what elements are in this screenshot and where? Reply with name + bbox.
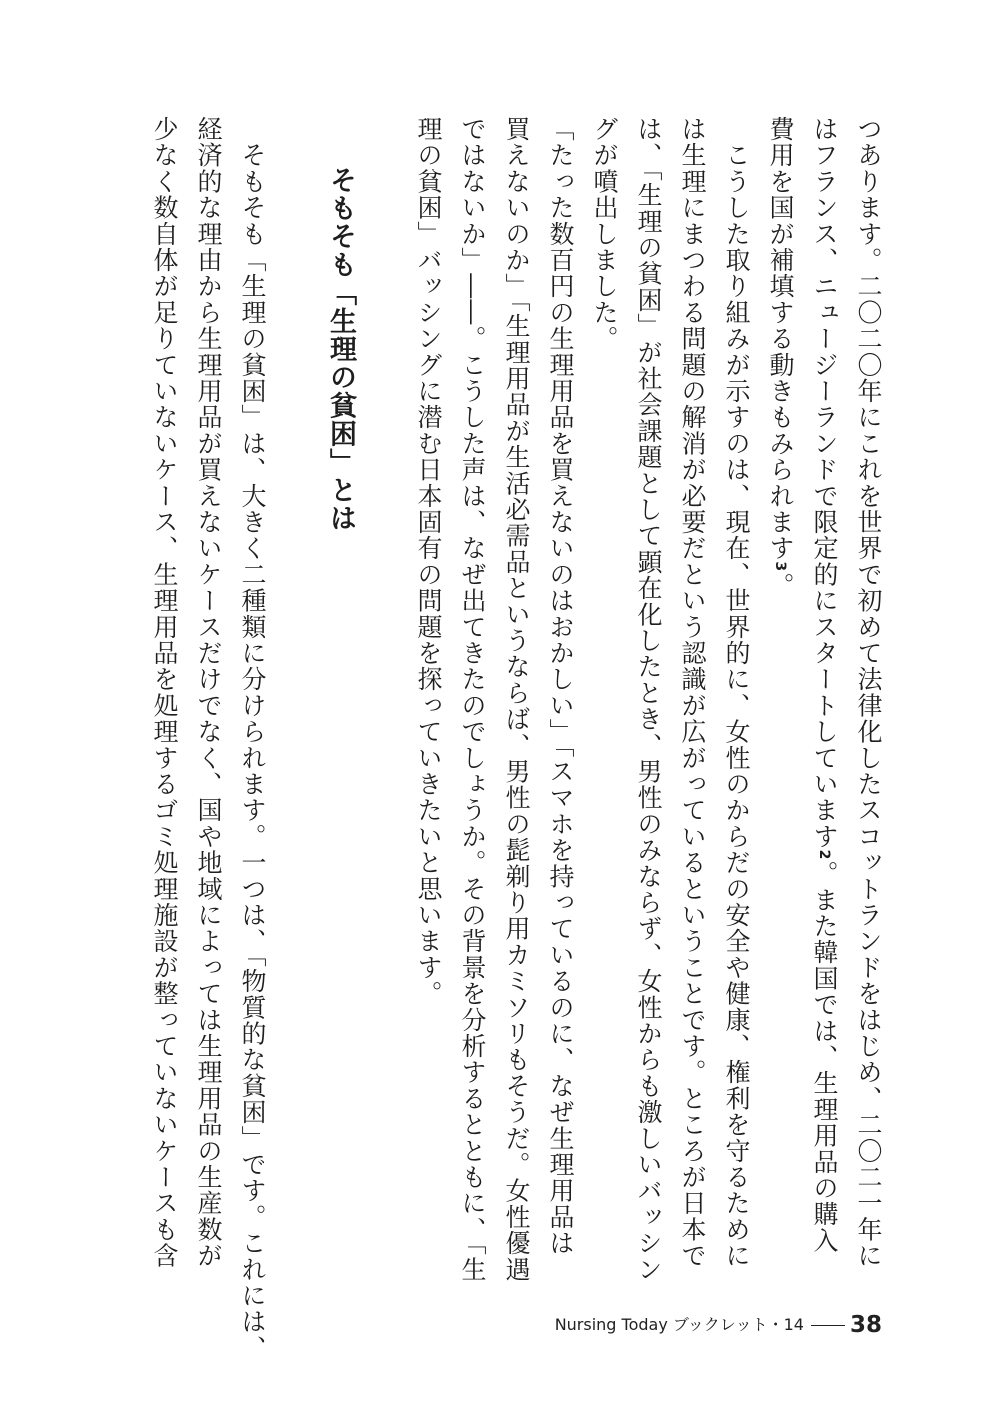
- reference-number: 3: [772, 561, 788, 573]
- text-line: は生理にまつわる問題の解消が必要だという認識が広がっているということです。ところが日本で: [678, 116, 707, 1269]
- page-number: 38: [849, 1312, 882, 1338]
- text-line: 「たった数百円の生理用品を買えないのはおかしい」「スマホを持っているのに、なぜ生理用品は: [546, 116, 575, 1257]
- text-line: そもそも「生理の貧困」は、大きく二種類に分けられます。一つは、「物質的な貧困」です。これには、: [238, 116, 267, 1362]
- text-line: つあります。二〇二〇年にこれを世界で初めて法律化したスコットランドをはじめ、二〇二一年に: [854, 116, 883, 1269]
- text-line: は、「生理の貧困」が社会課題として顕在化したとき、男性のみならず、女性からも激しいバッシン: [634, 116, 663, 1283]
- footer-rule: [811, 1325, 845, 1326]
- section-spacer: [362, 116, 406, 1166]
- section-spacer: [274, 116, 318, 1166]
- reference-number: 2: [816, 849, 832, 861]
- text-line: 買えないのか」「生理用品が生活必需品というならば、男性の髭剃り用カミソリもそうだ。女性優遇: [502, 116, 531, 1283]
- text-segment: 。: [766, 572, 795, 599]
- text-segment: 。また韓国では、生理用品の購入: [810, 860, 839, 1254]
- text-line: ではないか」――。こうした声は、なぜ出てきたのでしょうか。その背景を分析するとともに、「生: [458, 116, 487, 1283]
- text-line: 経済的な理由から生理用品が買えないケースだけでなく、国や地域によっては生理用品の生産数が: [194, 116, 223, 1269]
- text-line: 理の貧困」バッシングに潜む日本固有の問題を探っていきたいと思います。: [414, 116, 443, 1007]
- text-line: グが噴出しました。: [590, 116, 619, 352]
- text-line: [758, 116, 802, 1166]
- text-line: こうした取り組みが示すのは、現在、世界的に、女性のからだの安全や健康、権利を守るために: [722, 116, 751, 1269]
- page-footer: [555, 1312, 882, 1338]
- text-line: 少なく数自体が足りていないケース、生理用品を処理するゴミ処理施設が整っていないケースも含: [150, 116, 179, 1269]
- text-segment: 費用を国が補填する動きもみられます: [766, 116, 795, 562]
- text-segment: はフランス、ニュージーランドで限定的にスタートしています: [810, 116, 839, 850]
- text-line: [802, 116, 846, 1254]
- section-heading: そもそも「生理の貧困」とは: [325, 166, 356, 533]
- series-title: Nursing Today ブックレット・14: [554, 1315, 804, 1334]
